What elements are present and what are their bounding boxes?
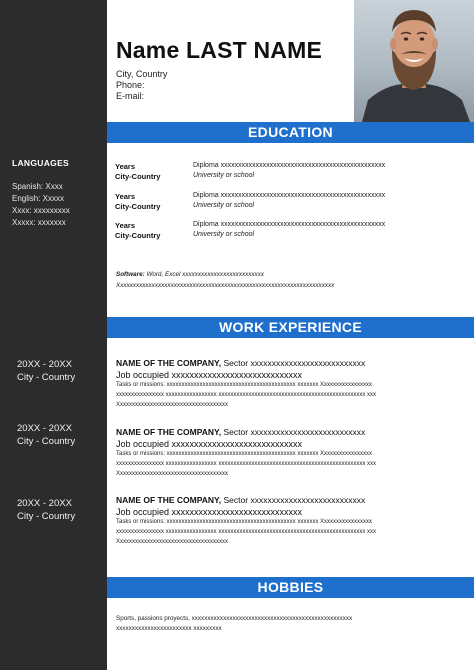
education-city: City-Country (115, 231, 161, 240)
contact-phone: Phone: (116, 80, 145, 90)
education-school: University or school (193, 231, 255, 238)
education-school: University or school (193, 172, 255, 179)
software-text-2: Xxxxxxxxxxxxxxxxxxxxxxxxxxxxxxxxxxxxxxxxxxxxxxxxxxxxxxxxxxxxxxxxxxxxx (116, 282, 335, 289)
profile-photo (354, 0, 474, 122)
candidate-name: Name LAST NAME (116, 37, 322, 63)
language-item: Xxxx: xxxxxxxxx (12, 206, 70, 215)
job-company-name: NAME OF THE COMPANY, (116, 427, 222, 437)
job-task: xxxxxxxxxxxxxxxx xxxxxxxxxxxxxxxxx xxxxxxxxxxxxxxxxxxxxxxxxxxxxxxxxxxxxxxxxxxxxxxxxx xxx (116, 529, 377, 535)
job-company-line (116, 495, 365, 505)
section-header-work-experience: WORK EXPERIENCE (107, 317, 474, 338)
job-occupied: Job occupied xxxxxxxxxxxxxxxxxxxxxxxxxxxxx (116, 370, 303, 380)
job-occupied: Job occupied xxxxxxxxxxxxxxxxxxxxxxxxxxxxx (116, 439, 303, 449)
contact-email: E-mail: (116, 91, 145, 101)
job-task: xxxxxxxxxxxxxxxx xxxxxxxxxxxxxxxxx xxxxxxxxxxxxxxxxxxxxxxxxxxxxxxxxxxxxxxxxxxxxxxxxx xxx (116, 461, 377, 467)
job-sector: Sector xxxxxxxxxxxxxxxxxxxxxxxxxxx (221, 495, 366, 505)
education-city: City-Country (115, 202, 161, 211)
education-years: Years (115, 162, 136, 171)
job-location: City - Country (17, 511, 76, 522)
software-line (116, 271, 264, 278)
education-years: Years (115, 221, 136, 230)
language-item: Xxxxx: xxxxxxx (12, 218, 66, 227)
software-text: Word, Excel xxxxxxxxxxxxxxxxxxxxxxxxxx (144, 271, 265, 278)
job-task: Xxxxxxxxxxxxxxxxxxxxxxxxxxxxxxxxxxxxx (116, 402, 229, 408)
section-header-education: EDUCATION (107, 122, 474, 143)
job-company-line (116, 427, 365, 437)
education-school: University or school (193, 202, 255, 209)
job-company-name: NAME OF THE COMPANY, (116, 495, 222, 505)
language-item: Spanish: Xxxx (12, 182, 63, 191)
job-dates: 20XX - 20XX (17, 423, 72, 434)
profile-photo-illustration (354, 0, 474, 122)
education-diploma: Diploma xxxxxxxxxxxxxxxxxxxxxxxxxxxxxxxxxxxxxxxxxxxxxxx (193, 192, 386, 199)
job-dates: 20XX - 20XX (17, 359, 72, 370)
job-task: Tasks or missions: xxxxxxxxxxxxxxxxxxxxxxxxxxxxxxxxxxxxxxxxxxx xxxxxxx Xxxxxxxxxxxxxxxxx (116, 519, 373, 525)
job-task: Xxxxxxxxxxxxxxxxxxxxxxxxxxxxxxxxxxxxx (116, 539, 229, 545)
job-dates: 20XX - 20XX (17, 498, 72, 509)
sidebar (0, 0, 107, 670)
section-header-hobbies: HOBBIES (107, 577, 474, 598)
job-location: City - Country (17, 372, 76, 383)
languages-title: LANGUAGES (12, 158, 70, 168)
education-diploma: Diploma xxxxxxxxxxxxxxxxxxxxxxxxxxxxxxxxxxxxxxxxxxxxxxx (193, 162, 386, 169)
job-location: City - Country (17, 436, 76, 447)
hobbies-text-2: xxxxxxxxxxxxxxxxxxxxxxxx xxxxxxxxx (116, 625, 222, 632)
job-sector: Sector xxxxxxxxxxxxxxxxxxxxxxxxxxx (221, 358, 366, 368)
job-task: Xxxxxxxxxxxxxxxxxxxxxxxxxxxxxxxxxxxxx (116, 471, 229, 477)
education-city: City-Country (115, 172, 161, 181)
education-diploma: Diploma xxxxxxxxxxxxxxxxxxxxxxxxxxxxxxxxxxxxxxxxxxxxxxx (193, 221, 386, 228)
job-company-line (116, 358, 365, 368)
job-occupied: Job occupied xxxxxxxxxxxxxxxxxxxxxxxxxxxxx (116, 507, 303, 517)
contact-city: City, Country (116, 69, 168, 79)
job-sector: Sector xxxxxxxxxxxxxxxxxxxxxxxxxxx (221, 427, 366, 437)
software-line-2 (116, 282, 334, 289)
hobbies-text: Sports, passions proyects, xxxxxxxxxxxxxxxxxxxxxxxxxxxxxxxxxxxxxxxxxxxxxxxxxxx (116, 615, 353, 622)
job-task: xxxxxxxxxxxxxxxx xxxxxxxxxxxxxxxxx xxxxxxxxxxxxxxxxxxxxxxxxxxxxxxxxxxxxxxxxxxxxxxxxx xxx (116, 392, 377, 398)
job-task: Tasks or missions: xxxxxxxxxxxxxxxxxxxxxxxxxxxxxxxxxxxxxxxxxxx xxxxxxx Xxxxxxxxxxxxxxxxx (116, 451, 373, 457)
education-years: Years (115, 192, 136, 201)
language-item: English: Xxxxx (12, 194, 65, 203)
job-task: Tasks or missions: xxxxxxxxxxxxxxxxxxxxxxxxxxxxxxxxxxxxxxxxxxx xxxxxxx Xxxxxxxxxxxxxxxxx (116, 382, 373, 388)
software-label: Software: (116, 271, 145, 278)
job-company-name: NAME OF THE COMPANY, (116, 358, 222, 368)
